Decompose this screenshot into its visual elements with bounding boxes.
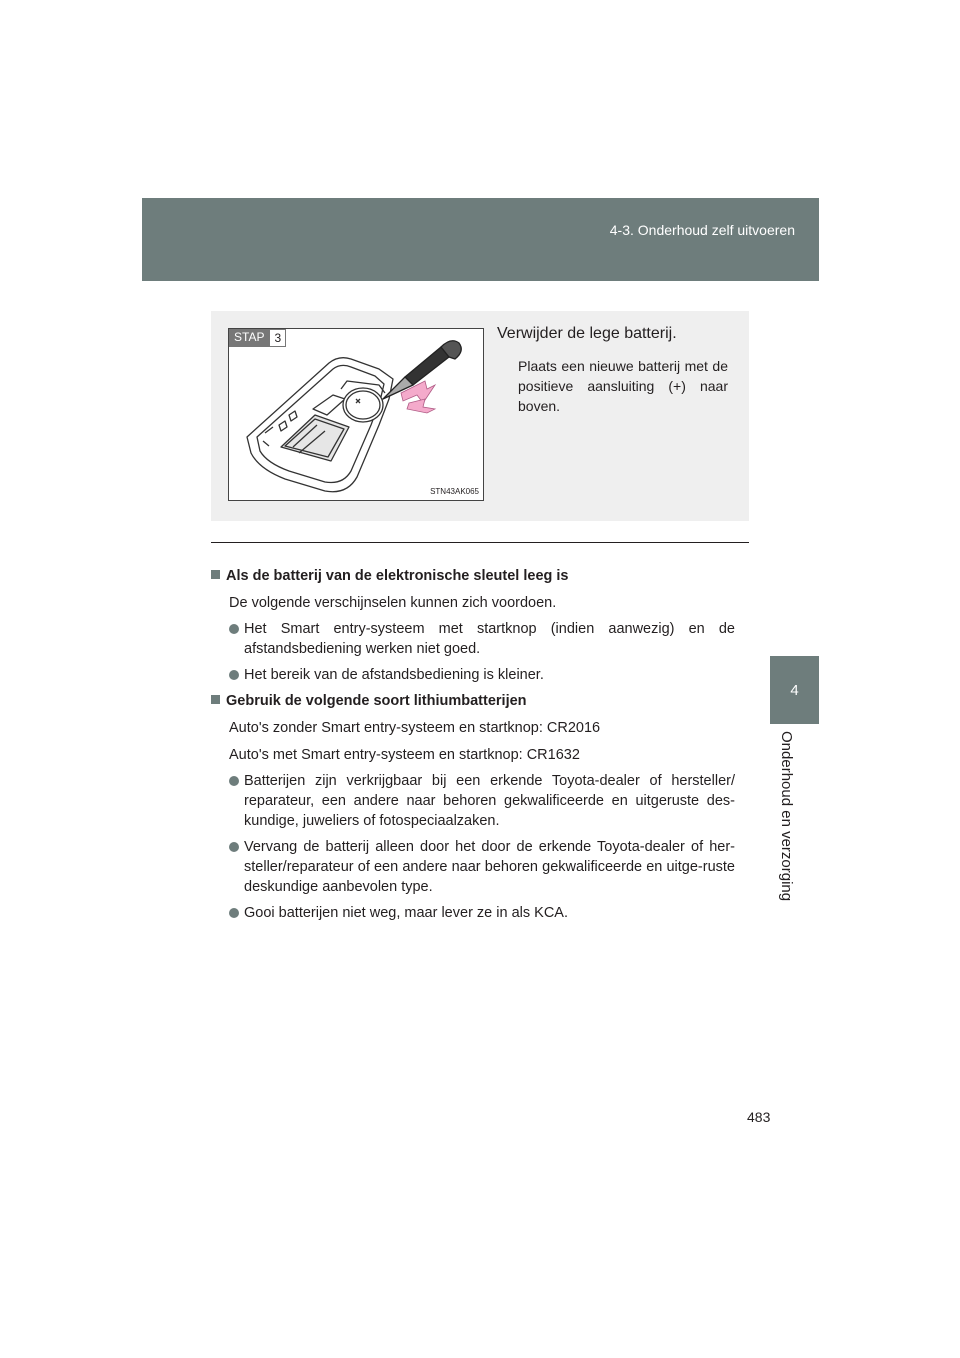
battery-illustration <box>228 328 484 501</box>
section-heading: Als de batterij van de elektronische sleutel leeg is <box>211 566 735 586</box>
chapter-number: 4 <box>790 681 799 699</box>
page-number: 483 <box>747 1109 771 1125</box>
bullet-icon <box>229 776 239 786</box>
divider <box>211 542 749 543</box>
square-bullet-icon <box>211 695 220 704</box>
list-item: Batterijen zijn verkrijgbaar bij een erkende Toyota-dealer of hersteller/ reparateur, een andere naar behoren gekwalificeerde en uitgeruste des-kundige, juweliers of fotospeciaalzaken. <box>211 771 735 831</box>
chapter-label: Onderhoud en verzorging <box>778 731 795 902</box>
step-note: Plaats een nieuwe batterij met de positieve aansluiting (+) naar boven. <box>518 358 728 414</box>
bullet-icon <box>229 670 239 680</box>
square-bullet-icon <box>211 570 220 579</box>
figure-code: STN43AK065 <box>430 487 479 496</box>
paragraph: De volgende verschijnselen kunnen zich voordoen. <box>229 595 557 611</box>
step-panel <box>211 311 749 521</box>
list-item: Het Smart entry-systeem met startknop (indien aanwezig) en de afstandsbediening werken niet goed. <box>211 619 735 659</box>
list-item: Vervang de batterij alleen door het door de erkende Toyota-dealer of her-steller/reparateur of een andere naar behoren gekwalificeerde en uitge-ruste deskundige aanbevolen type. <box>211 837 735 897</box>
section-header <box>142 198 819 281</box>
step-title: Verwijder de lege batterij. <box>497 325 677 342</box>
section-heading: Gebruik de volgende soort lithiumbatterijen <box>211 691 735 711</box>
key-fob-battery-illustration <box>229 329 483 500</box>
step-badge-number: 3 <box>269 329 286 347</box>
paragraph: Auto's met Smart entry-systeem en startknop: CR1632 <box>229 747 580 763</box>
bullet-icon <box>229 908 239 918</box>
paragraph: Auto's zonder Smart entry-systeem en startknop: CR2016 <box>229 720 601 736</box>
section-title: 4-3. Onderhoud zelf uitvoeren <box>609 222 795 238</box>
bullet-icon <box>229 842 239 852</box>
list-item: Gooi batterijen niet weg, maar lever ze in als KCA. <box>211 903 735 923</box>
list-item: Het bereik van de afstandsbediening is kleiner. <box>211 665 735 685</box>
notes-content <box>211 560 735 923</box>
step-badge-label: STAP <box>229 329 269 347</box>
chapter-tab <box>770 656 819 724</box>
bullet-icon <box>229 624 239 634</box>
